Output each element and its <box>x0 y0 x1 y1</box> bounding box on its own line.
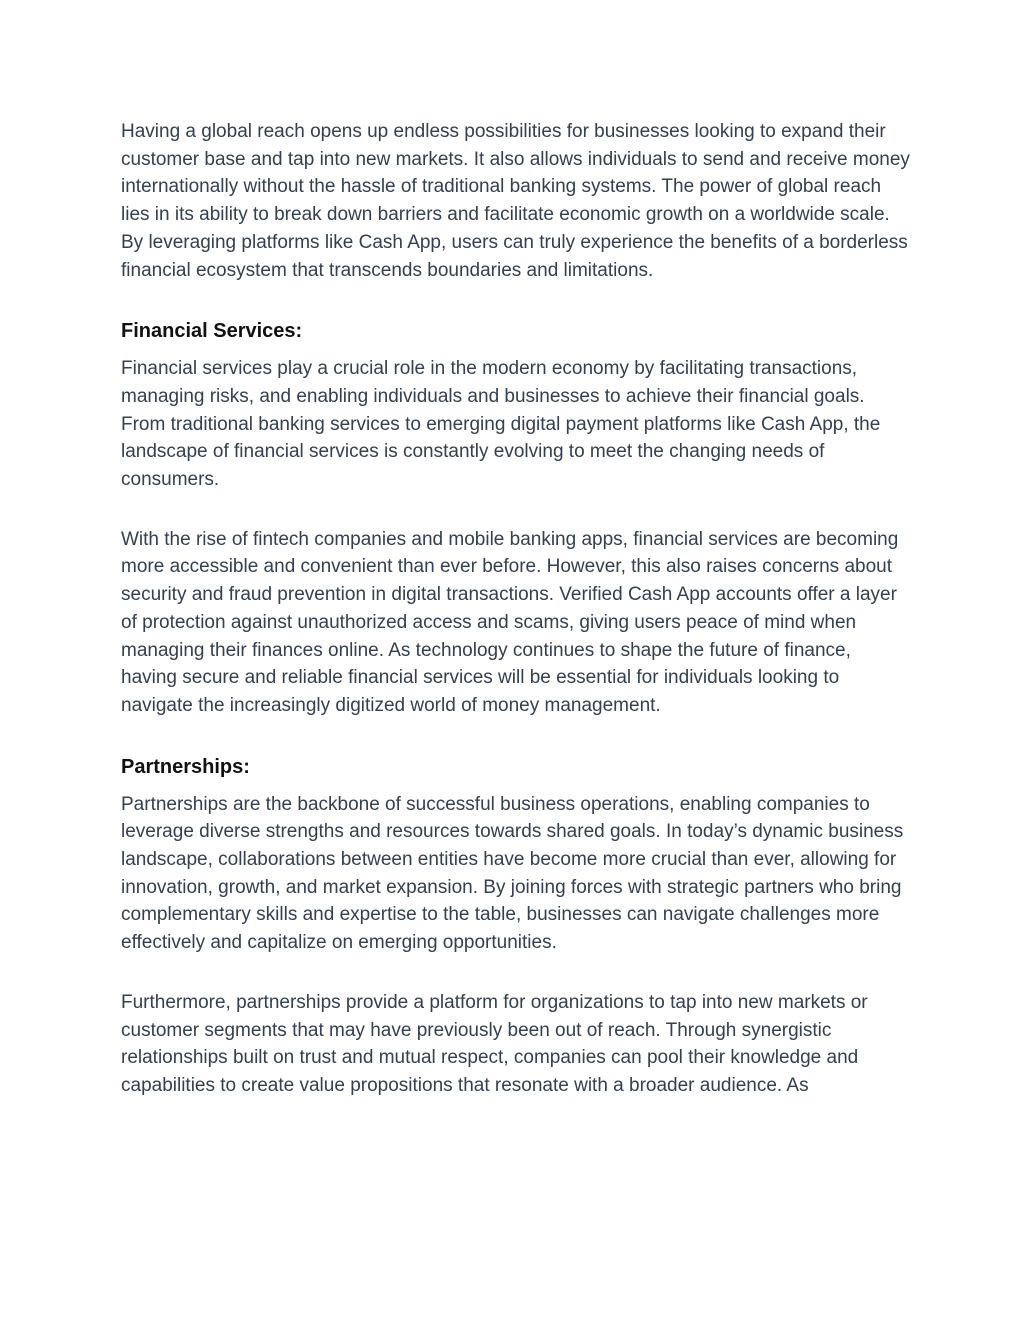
paragraph-financial-services-intro: Financial services play a crucial role in the modern economy by facilitating transactions, managing risks, and enabling individuals and businesses to achieve their financial goals. From traditional banking services to emerging digital payment platforms like Cash App, the landscape of financial services is constantly evolving to meet the changing needs of consumers. <box>121 358 881 491</box>
paragraph-fintech: With the rise of fintech companies and mobile banking apps, financial services are becoming more accessible and convenient than ever before. However, this also raises concerns about security and fraud prevention in digital transactions. Verified Cash App accounts offer a layer of protection against unauthorized access and scams, giving users peace of mind when managing their finances online. As technology continues to shape the future of finance, having secure and reliable financial services will be essential for individuals looking to navigate the increasingly digitized world of money management. <box>121 528 899 716</box>
paragraph-partnerships-intro: Partnerships are the backbone of successful business operations, enabling companies to leverage diverse strengths and resources towards shared goals. In today’s dynamic business landscape, collaborations between entities have become more crucial than ever, allowing for innovation, growth, and market expansion. By joining forces with strategic partners who bring complementary skills and expertise to the table, businesses can navigate challenges more effectively and capitalize on emerging opportunities. <box>121 793 904 954</box>
document-page <box>121 118 911 1100</box>
paragraph-global-reach: Having a global reach opens up endless possibilities for businesses looking to expand their customer base and tap into new markets. It also allows individuals to send and receive money internationally without the hassle of traditional banking systems. The power of global reach lies in its ability to break down barriers and facilitate economic growth on a worldwide scale. By leveraging platforms like Cash App, users can truly experience the benefits of a borderless financial ecosystem that transcends boundaries and limitations. <box>121 121 910 281</box>
heading-partnerships: Partnerships: <box>121 755 250 778</box>
paragraph-partnerships-markets: Furthermore, partnerships provide a platform for organizations to tap into new markets or customer segments that may have previously been out of reach. Through synergistic relationships built on trust and mutual respect, companies can pool their knowledge and capabilities to create value propositions that resonate with a broader audience. As <box>121 991 868 1096</box>
heading-financial-services: Financial Services: <box>121 320 303 343</box>
